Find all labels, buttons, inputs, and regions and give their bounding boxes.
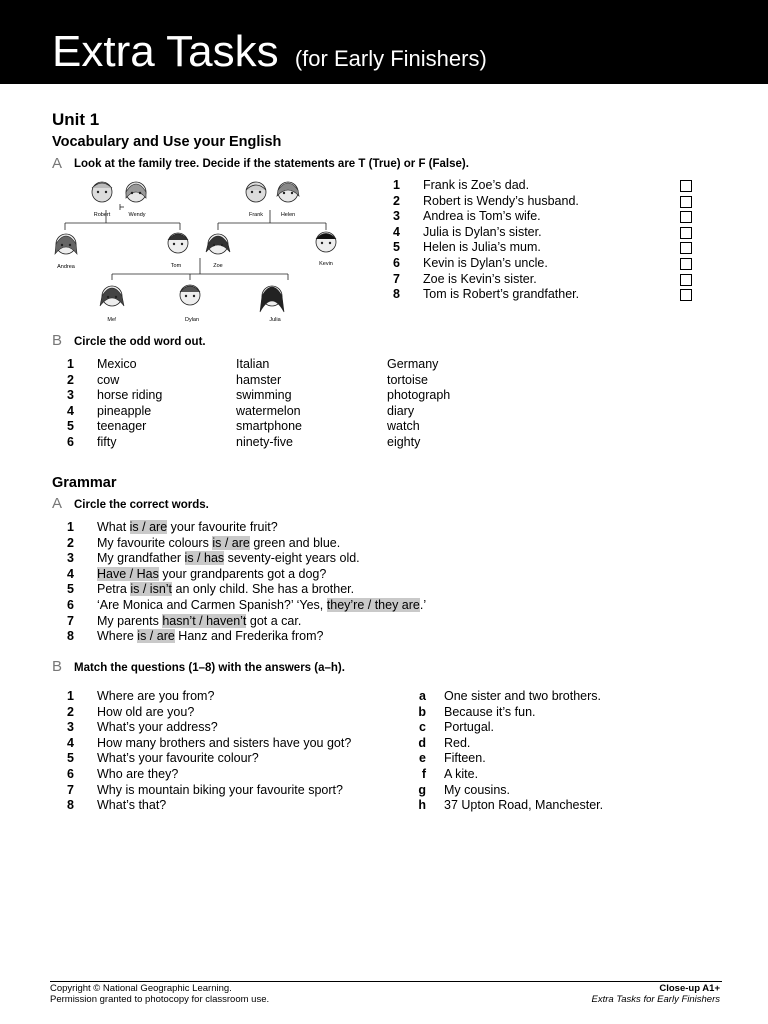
word-choice[interactable]: is / are <box>129 520 168 534</box>
word-choice[interactable]: is / are <box>212 535 250 550</box>
tree-label-kevin: Kevin <box>319 261 333 267</box>
word-option[interactable]: ninety-five <box>236 435 293 449</box>
tf-answer-box[interactable] <box>680 258 692 270</box>
vocab-a-instruction: Look at the family tree. Decide if the statements are T (True) or F (False). <box>74 158 469 170</box>
vocab-a-letter: A <box>52 155 63 172</box>
word-option[interactable]: watermelon <box>236 403 301 418</box>
page-header <box>0 0 768 84</box>
tf-answer-box[interactable] <box>680 242 692 254</box>
tf-answer-box[interactable] <box>680 196 692 208</box>
word-option[interactable]: photograph <box>387 388 451 403</box>
word-option[interactable]: smartphone <box>236 419 303 434</box>
word-choice[interactable]: is / has <box>184 551 225 566</box>
footer-divider <box>50 981 722 982</box>
word-option[interactable]: Mexico <box>97 357 137 371</box>
word-option[interactable]: swimming <box>236 388 292 403</box>
word-choice[interactable]: is / are <box>137 629 175 644</box>
word-option[interactable]: horse riding <box>97 388 163 403</box>
footer-book-title: Close-up A1+ <box>659 983 720 994</box>
word-option[interactable]: Italian <box>236 357 270 371</box>
word-choice[interactable]: they’re / they are <box>326 598 420 612</box>
tree-label-zoe: Zoe <box>213 263 223 269</box>
grammar-section-title: Grammar <box>52 475 117 491</box>
word-choice[interactable]: hasn’t / haven’t <box>162 613 247 628</box>
word-option[interactable]: teenager <box>97 419 147 434</box>
vocab-section-title: Vocabulary and Use your English <box>52 134 282 150</box>
tf-answer-box[interactable] <box>680 289 692 301</box>
word-option[interactable]: hamster <box>236 372 282 387</box>
grammar-b-letter: B <box>52 658 63 675</box>
grandparents-left <box>92 182 146 202</box>
grammar-a-letter: A <box>52 495 63 512</box>
footer-copyright: Copyright © National Geographic Learning. <box>50 983 232 994</box>
word-option[interactable]: watch <box>387 419 420 434</box>
unit-heading: Unit 1 <box>52 110 100 129</box>
footer-booklet-title: Extra Tasks for Early Finishers <box>591 994 720 1005</box>
word-option[interactable]: diary <box>387 403 415 418</box>
word-option[interactable]: fifty <box>97 435 117 449</box>
tf-answer-box[interactable] <box>680 274 692 286</box>
word-option[interactable]: cow <box>97 372 120 387</box>
tf-answer-box[interactable] <box>680 211 692 223</box>
tree-label-me: Me! <box>107 317 117 323</box>
tree-label-andrea: Andrea <box>57 264 75 270</box>
word-option[interactable]: Germany <box>387 357 439 371</box>
tree-label-helen: Helen <box>280 212 296 218</box>
word-option[interactable]: pineapple <box>97 403 152 418</box>
family-tree <box>50 178 342 328</box>
tree-label-dylan: Dylan <box>184 317 200 323</box>
word-choice[interactable]: is / isn’t <box>130 582 173 597</box>
tf-answer-box[interactable] <box>680 227 692 239</box>
tree-label-robert: Robert <box>93 212 111 218</box>
word-option[interactable]: tortoise <box>387 372 428 387</box>
tree-label-wendy: Wendy <box>128 212 146 218</box>
footer-permission: Permission granted to photocopy for classroom use. <box>50 994 270 1005</box>
grandparents-right <box>246 182 299 202</box>
tree-label-tom: Tom <box>170 263 182 269</box>
title-text: Extra Tasks <box>52 27 279 76</box>
parents-generation <box>55 232 336 254</box>
vocab-b-letter: B <box>52 332 63 349</box>
word-option[interactable]: eighty <box>387 435 421 449</box>
tree-label-julia: Julia <box>269 317 281 323</box>
vocab-b-instruction: Circle the odd word out. <box>74 336 206 348</box>
tree-label-frank: Frank <box>248 212 264 218</box>
page-subtitle: (for Early Finishers) <box>294 46 487 71</box>
word-choice[interactable]: Have / Has <box>97 566 159 581</box>
page-title <box>52 28 487 83</box>
grammar-b-instruction: Match the questions (1–8) with the answers (a–h). <box>74 662 345 674</box>
grammar-a-instruction: Circle the correct words. <box>74 499 209 511</box>
tf-answer-box[interactable] <box>680 180 692 192</box>
children-generation <box>100 285 284 312</box>
